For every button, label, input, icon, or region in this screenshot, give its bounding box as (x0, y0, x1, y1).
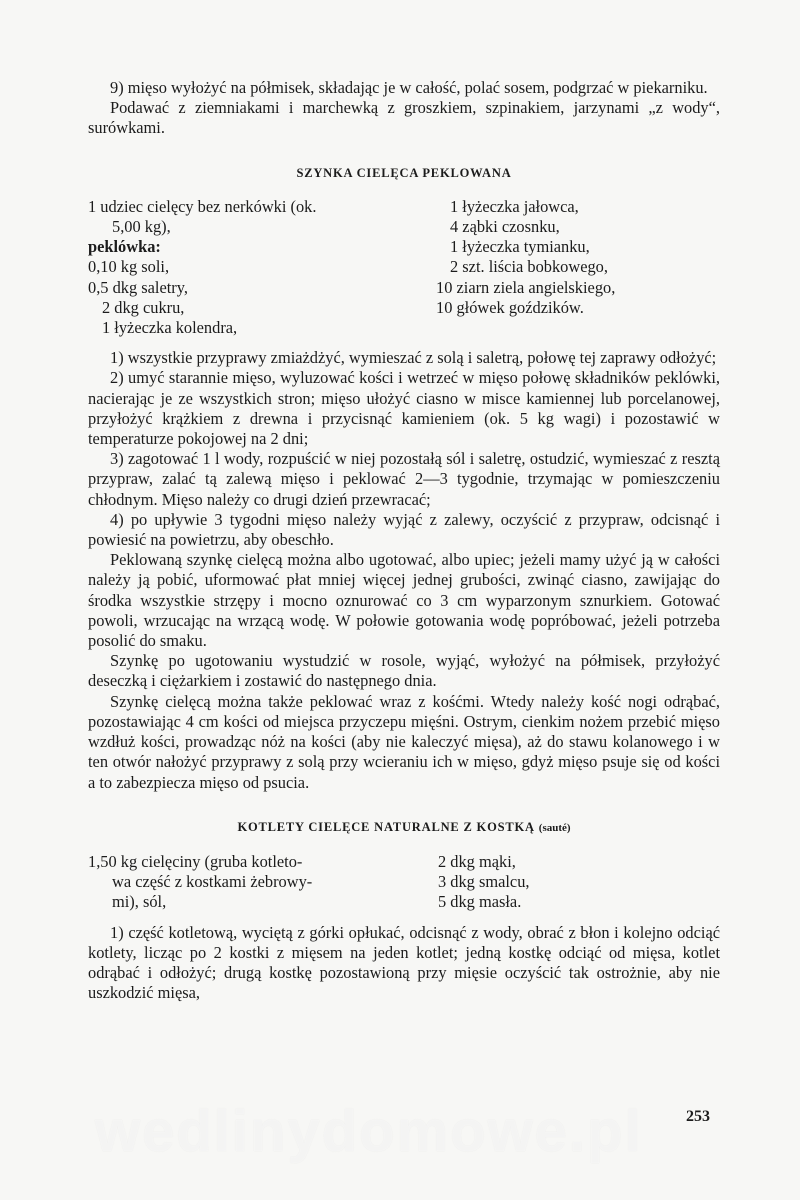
recipe-step: 1) część kotletową, wyciętą z górki opłukać, odcisnąć z wody, obrać z błon i kolejno odciąć kotlety, licząc po 2 kostki z mięsem na jeden kotlet; jedną kostkę odciąć od mięsa, kotlet odrąbać i odłożyć; drugą kostkę pozostawioną przy mięsie oczyścić tak ostrożnie, aby nie uszkodzić mięsa, (88, 922, 720, 1003)
ingredient-item: 1 udziec cielęcy bez nerkówki (ok. (88, 196, 317, 216)
recipe-title-text: KOTLETY CIELĘCE NATURALNE Z KOSTKĄ (237, 819, 535, 834)
ingredient-item: 5 dkg masła. (438, 892, 522, 912)
ingredient-item: 10 główek goździków. (436, 297, 584, 317)
ingredient-item: 2 dkg mąki, (438, 851, 516, 871)
ingredient-item: 2 dkg cukru, (102, 297, 185, 317)
ingredient-item: 0,10 kg soli, (88, 257, 170, 277)
recipe-step: 2) umyć starannie mięso, wyluzować kości i wetrzeć w mięso połowę składników peklówki, nacierając je ze wszystkich stron; mięso ułożyć ciasno w misce kamiennej lub porcelanowej, przyłożyć krążkiem z drewna i przycisnąć kamieniem (ok. 5 kg wagi) i pozostawić w temperaturze pokojowej na 2 dni; (88, 368, 720, 449)
intro-paragraph: Podawać z ziemniakami i marchewką z groszkiem, szpinakiem, jarzynami „z wody“, surówkami. (88, 98, 720, 138)
ingredient-subheading: peklówka: (88, 237, 161, 257)
ingredient-item: wa część z kostkami żebrowy- (112, 872, 313, 892)
recipe-steps (88, 923, 720, 1004)
recipe-step: 4) po upływie 3 tygodni mięso należy wyjąć z zalewy, oczyścić z przypraw, odcisnąć i powiesić na powietrzu, aby obeschło. (88, 509, 720, 550)
ingredient-item: 2 szt. liścia bobkowego, (450, 257, 608, 277)
ingredient-item: 5,00 kg), (112, 217, 171, 237)
ingredient-item: 1 łyżeczka kolendra, (102, 318, 238, 338)
recipe-step: Szynkę po ugotowaniu wystudzić w rosole, wyjąć, wyłożyć na półmisek, przyłożyć deseczką i ciężarkiem i zostawić do następnego dnia. (88, 651, 720, 691)
recipe-step: Peklowaną szynkę cielęcą można albo ugotować, albo upiec; jeżeli mamy użyć ją w całości należy ją pobić, uformować płat mniej więcej jednej grubości, zwinąć ciasno, zawijając do środka wszystkie strzępy i mocno oznurować co 3 cm wyparzonym sznurkiem. Gotować powoli, wrzucając na wrzącą wodę. W połowie gotowania wodę popróbować, jeżeli potrzeba posolić do smaku. (88, 550, 720, 651)
recipe-title (88, 817, 720, 838)
ingredients-list (88, 852, 720, 913)
ingredient-item: 1 łyżeczka jałowca, (450, 196, 579, 216)
page-text (88, 78, 720, 1003)
ingredient-item: 4 ząbki czosnku, (450, 217, 560, 237)
ingredient-item: 10 ziarn ziela angielskiego, (436, 277, 616, 297)
ingredient-item: 1 łyżeczka tymianku, (450, 237, 590, 257)
ingredients-list (88, 197, 720, 338)
page-number: 253 (686, 1108, 710, 1125)
ingredient-item: 0,5 dkg saletry, (88, 277, 188, 297)
ingredient-item: 3 dkg smalcu, (438, 872, 530, 892)
ingredient-item: mi), sól, (112, 892, 167, 912)
ingredient-item: 1,50 kg cielęciny (gruba kotleto- (88, 851, 303, 871)
intro-paragraph: 9) mięso wyłożyć na półmisek, składając je w całość, polać sosem, podgrzać w piekarniku. (110, 78, 708, 97)
recipe-title: SZYNKA CIELĘCA PEKLOWANA (296, 165, 512, 180)
watermark: wedlinydomowe.pl (95, 1099, 643, 1164)
recipe-steps (88, 348, 720, 792)
recipe-step: 3) zagotować 1 l wody, rozpuścić w niej pozostałą sól i saletrę, ostudzić, wymieszać z resztą przypraw, zalać tą zalewą mięso i peklować 2—3 tygodnie, trzymając w pomieszczeniu chłodnym. Mięso należy co drugi dzień przewracać; (88, 449, 720, 509)
recipe-step: Szynkę cielęcą można także peklować wraz z kośćmi. Wtedy należy kość nogi odrąbać, pozostawiając 4 cm kości od miejsca przyczepu mięśni. Ostrym, cienkim nożem przebić mięso wzdłuż kości, prowadząc nóż na kości (aby nie kaleczyć mięsa), aż do stawu kolanowego i w ten otwór nałożyć przyprawy z solą przy wcieraniu ich w mięso, gdyż mięso psuje się od kości a to zabezpiecza mięso od psucia. (88, 691, 720, 792)
recipe-step: 1) wszystkie przyprawy zmiażdżyć, wymieszać z solą i saletrą, połowę tej zaprawy odłożyć; (110, 348, 717, 368)
recipe-title-suffix: (sauté) (538, 821, 571, 834)
